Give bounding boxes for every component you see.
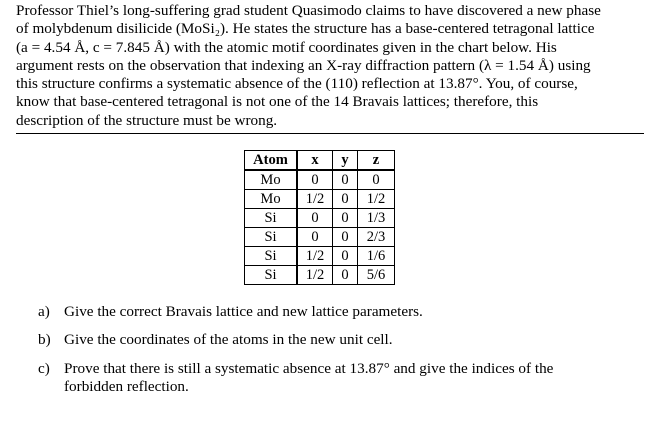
- problem-line: Professor Thiel’s long-suffering grad student Quasimodo claims to have discovered a new phase: [16, 2, 601, 19]
- cell-atom: Si: [245, 228, 298, 247]
- question-a: [38, 303, 638, 321]
- question-label: a): [38, 303, 50, 320]
- cell-y: 0: [333, 209, 358, 228]
- cell-z: 2/3: [358, 228, 395, 247]
- problem-line: this structure confirms a systematic absence of the (110) reflection at 13.87°. You, of course,: [16, 75, 578, 93]
- question-label: b): [38, 331, 51, 349]
- atom-coordinates-table: [244, 150, 395, 285]
- cell-y: 0: [333, 266, 358, 285]
- problem-line: argument rests on the observation that indexing an X-ray diffraction pattern (λ = 1.54 Å) using: [16, 56, 591, 74]
- table-row: [245, 266, 395, 285]
- cell-atom: Si: [245, 209, 298, 228]
- problem-line: description of the structure must be wrong.: [16, 111, 278, 129]
- cell-x: 1/2: [297, 266, 333, 285]
- cell-z: 5/6: [358, 266, 395, 285]
- table-row: [245, 190, 395, 209]
- question-list: [38, 303, 638, 406]
- cell-x: 1/2: [297, 190, 333, 209]
- question-c: [38, 360, 638, 397]
- question-text: Prove that there is still a systematic absence at 13.87° and give the indices of the: [64, 359, 554, 377]
- question-label: c): [38, 359, 50, 377]
- atom-coordinates-table-container: [244, 150, 395, 285]
- cell-x: 1/2: [297, 247, 333, 266]
- cell-x: 0: [297, 170, 333, 190]
- cell-atom: Mo: [245, 170, 298, 190]
- cell-atom: Mo: [245, 190, 298, 209]
- problem-line: (a = 4.54 Å, c = 7.845 Å) with the atomic motif coordinates given in the chart below. His: [16, 38, 557, 56]
- table-row: [245, 170, 395, 190]
- header-z: z: [358, 151, 395, 171]
- cell-z: 1/6: [358, 247, 395, 266]
- question-text: Give the coordinates of the atoms in the new unit cell.: [64, 331, 393, 349]
- problem-line: know that base-centered tetragonal is not one of the 14 Bravais lattices; therefore, this: [16, 93, 539, 111]
- cell-z: 0: [358, 170, 395, 190]
- cell-y: 0: [333, 228, 358, 247]
- header-x: x: [297, 151, 333, 171]
- cell-atom: Si: [245, 266, 298, 285]
- header-atom: Atom: [245, 151, 298, 171]
- question-b: [38, 331, 638, 349]
- problem-line: of molybdenum disilicide (MoSi₂). He states the structure has a base-centered tetragonal lattice: [16, 20, 595, 38]
- cell-z: 1/3: [358, 209, 395, 228]
- cell-y: 0: [333, 247, 358, 266]
- question-text: Give the correct Bravais lattice and new lattice parameters.: [64, 303, 423, 320]
- cell-x: 0: [297, 209, 333, 228]
- cell-atom: Si: [245, 247, 298, 266]
- cell-z: 1/2: [358, 190, 395, 209]
- table-row: [245, 209, 395, 228]
- table-header-row: [245, 151, 395, 171]
- problem-statement: [16, 2, 644, 134]
- question-text: forbidden reflection.: [64, 377, 189, 395]
- cell-x: 0: [297, 228, 333, 247]
- table-row: [245, 228, 395, 247]
- table-row: [245, 247, 395, 266]
- header-y: y: [333, 151, 358, 171]
- cell-y: 0: [333, 190, 358, 209]
- cell-y: 0: [333, 170, 358, 190]
